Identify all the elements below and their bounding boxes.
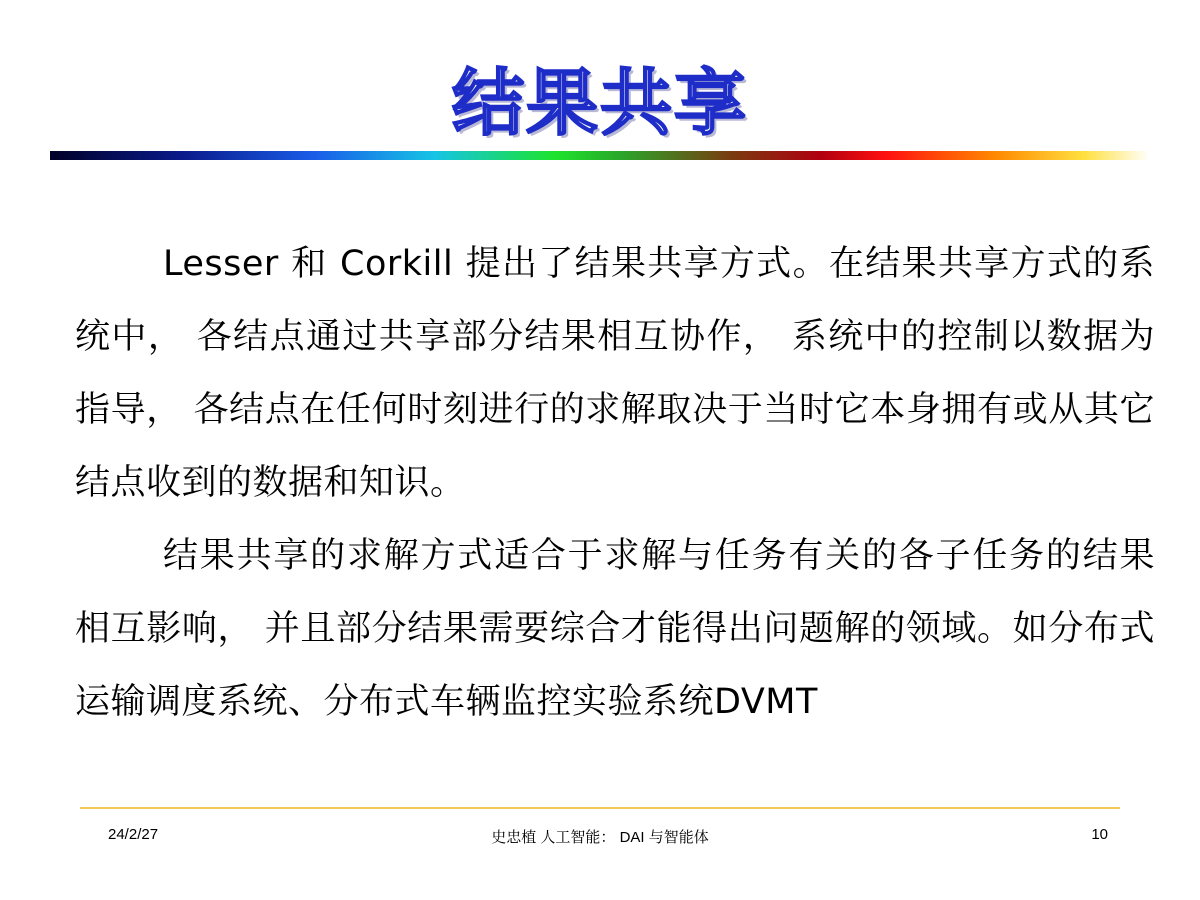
footer-course-label: 史忠植 人工智能： DAI 与智能体 [491,829,709,846]
slide-title: 结果共享 [451,61,748,145]
footer-rule [80,807,1120,809]
footer-page-number: 10 [1091,826,1108,843]
slide-body [75,228,1155,739]
paragraph-result-sharing-definition: Lesser 和 Corkill 提出了结果共享方式。在结果共享方式的系统中， 各结点通过共享部分结果相互协作， 系统中的控制以数据为指导， 各结点在任何时刻进行的求解取决于当时它本身拥有或从其它结点收到的数据和知识。 [75,244,1155,503]
paragraph-result-sharing-application: 结果共享的求解方式适合于求解与任务有关的各子任务的结果相互影响， 并且部分结果需要综合才能得出问题解的领域。如分布式运输调度系统、分布式车辆监控实验系统DVMT [75,536,1155,722]
footer-date: 24/2/27 [108,826,159,843]
title-divider-bar [50,151,1150,160]
